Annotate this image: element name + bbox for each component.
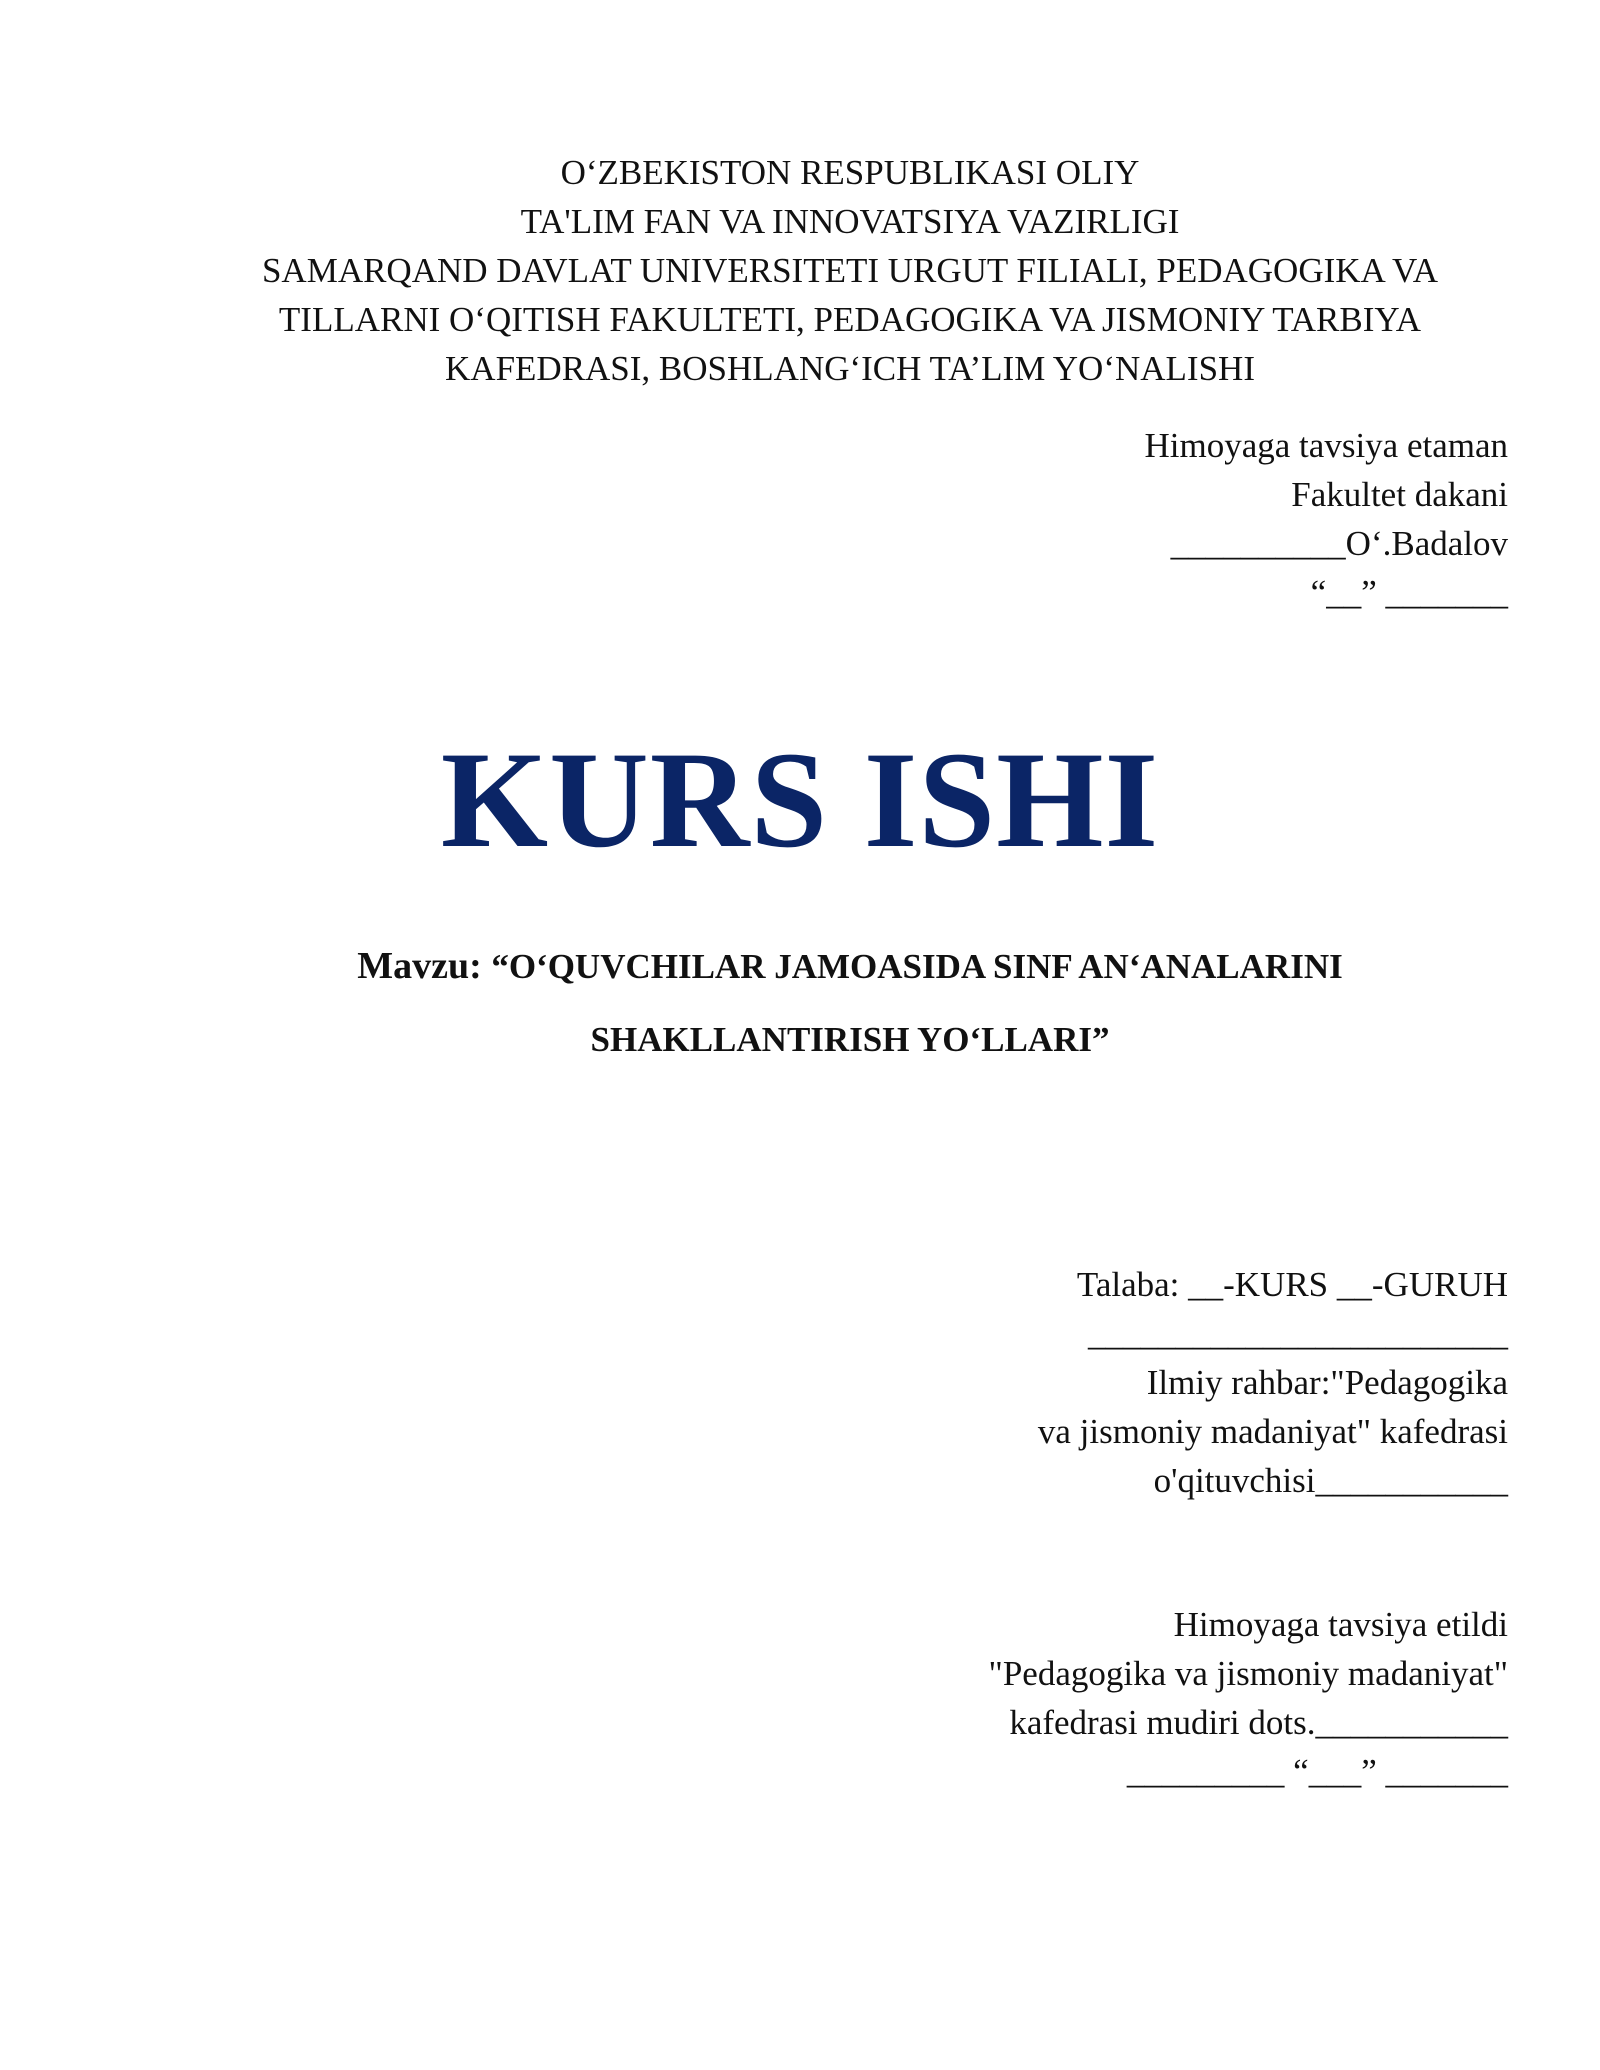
topic-block bbox=[200, 930, 1500, 1076]
defense-line: Himoyaga tavsiya etildi bbox=[1173, 1605, 1508, 1644]
defense-date-line: _________ “___” _______ bbox=[1126, 1752, 1508, 1791]
header-line: TA'LIM FAN VA INNOVATSIYA VAZIRLIGI bbox=[520, 202, 1180, 241]
supervisor-line: va jismoniy madaniyat" kafedrasi bbox=[1037, 1412, 1508, 1451]
institution-header bbox=[200, 148, 1500, 393]
header-line: SAMARQAND DAVLAT UNIVERSITETI URGUT FILIALI, PEDAGOGIKA VA bbox=[261, 251, 1439, 290]
student-supervisor-block bbox=[1038, 1260, 1508, 1505]
supervisor-signature-line: o'qituvchisi___________ bbox=[1153, 1461, 1508, 1500]
header-line: O‘ZBEKISTON RESPUBLIKASI OLIY bbox=[560, 153, 1140, 192]
header-line: TILLARNI O‘QITISH FAKULTETI, PEDAGOGIKA VA JISMONIY TARBIYA bbox=[278, 300, 1422, 339]
defense-line: "Pedagogika va jismoniy madaniyat" bbox=[988, 1654, 1508, 1693]
dean-approval-block bbox=[1145, 421, 1508, 617]
student-line: Talaba: __-KURS __-GURUH bbox=[1076, 1265, 1508, 1304]
topic-line-1 bbox=[200, 930, 1500, 1003]
topic-line-2: SHAKLLANTIRISH YO‘LLARI” bbox=[590, 1020, 1110, 1059]
topic-text-1: “O‘QUVCHILAR JAMOASIDA SINF AN‘ANALARINI bbox=[491, 947, 1343, 986]
approval-line: Fakultet dakani bbox=[1291, 475, 1508, 514]
header-line: KAFEDRASI, BOSHLANG‘ICH TA’LIM YO‘NALISHI bbox=[445, 349, 1255, 388]
approval-line: Himoyaga tavsiya etaman bbox=[1144, 426, 1508, 465]
defense-recommendation-block bbox=[989, 1600, 1508, 1796]
student-name-line: ________________________ bbox=[1088, 1314, 1508, 1353]
supervisor-line: Ilmiy rahbar:"Pedagogika bbox=[1146, 1363, 1508, 1402]
defense-signature-line: kafedrasi mudiri dots.___________ bbox=[1009, 1703, 1508, 1742]
approval-date-line: “__” _______ bbox=[1310, 573, 1508, 612]
approval-signature-line: __________O‘.Badalov bbox=[1170, 524, 1508, 563]
document-title: KURS ISHI bbox=[440, 723, 1160, 876]
topic-prefix: Mavzu: bbox=[357, 945, 492, 987]
